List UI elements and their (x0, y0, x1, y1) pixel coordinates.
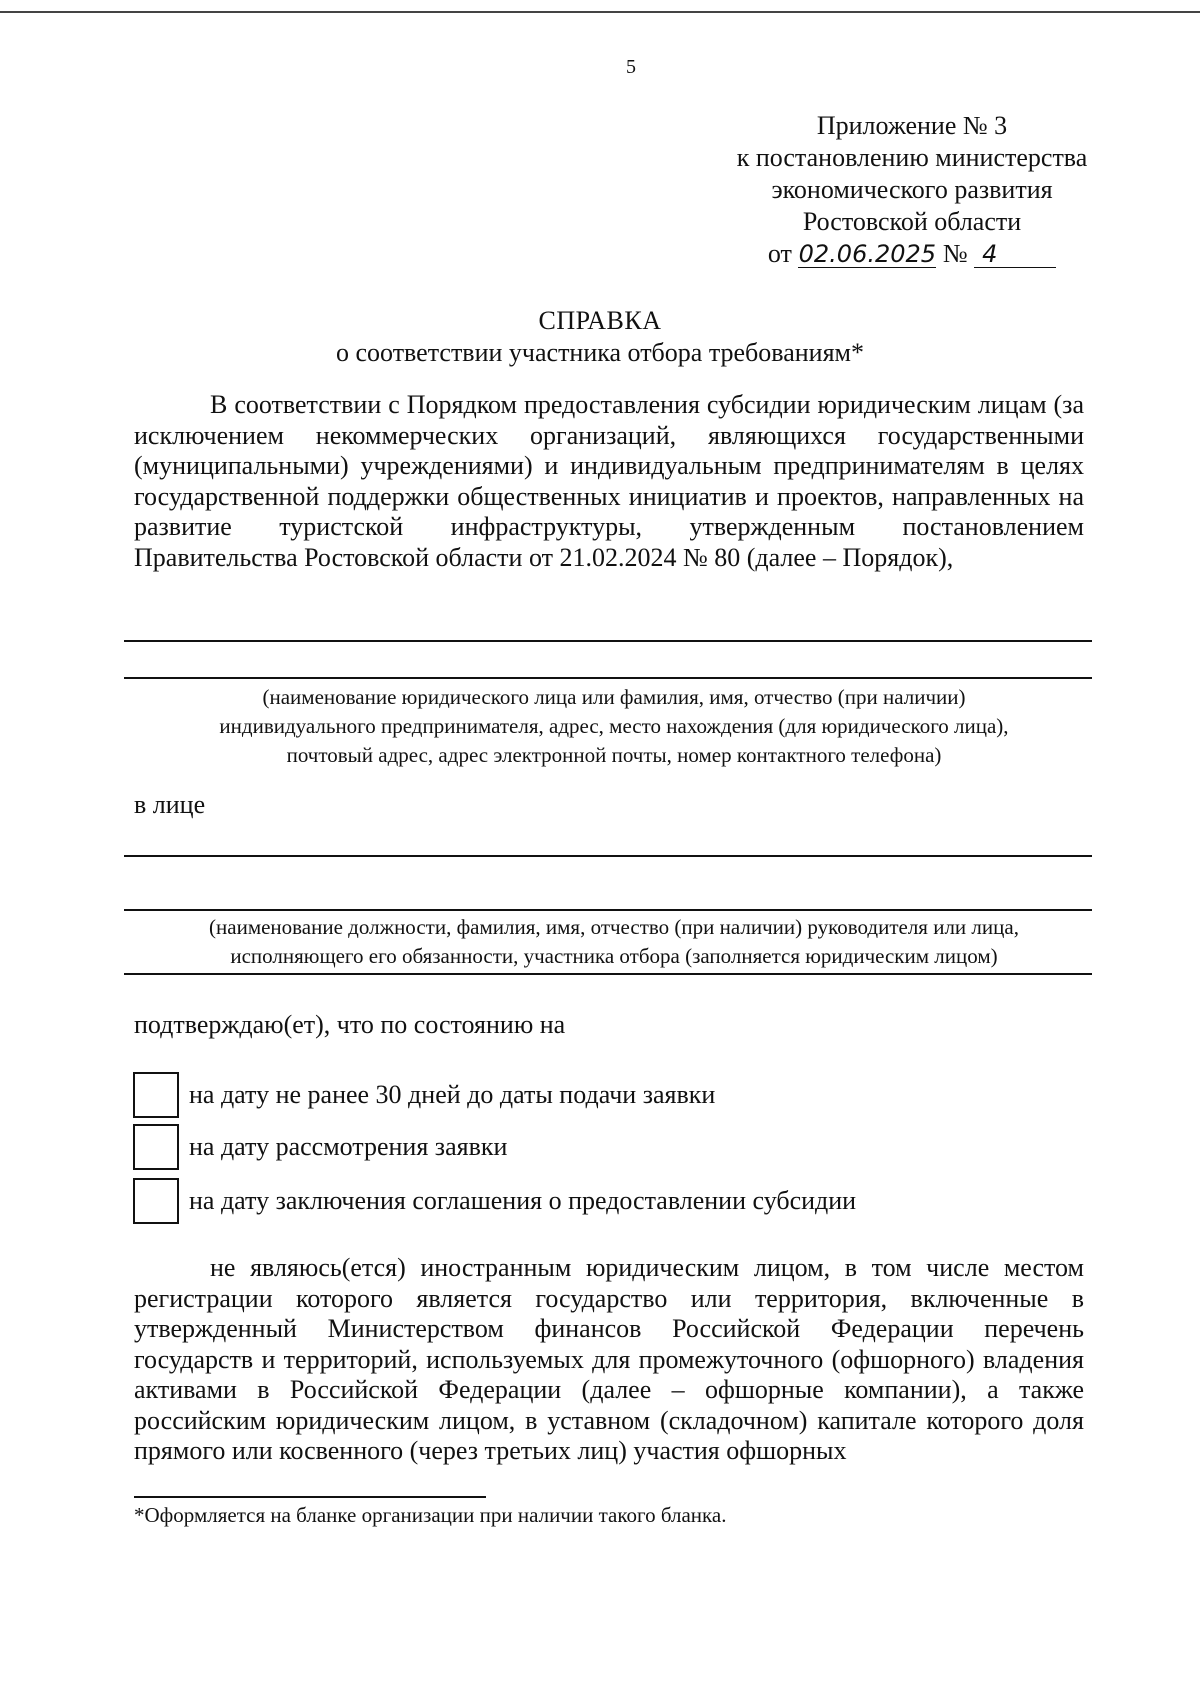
document-subtitle: о соответствии участника отбора требованиям* (336, 338, 864, 367)
fill-line-representative-1 (124, 855, 1092, 857)
option-label: на дату заключения соглашения о предоставлении субсидии (189, 1186, 857, 1215)
option-label: на дату рассмотрения заявки (189, 1132, 508, 1161)
confirm-text: подтверждаю(ет), что по состоянию на (134, 1010, 566, 1039)
date-prefix: от (767, 239, 792, 268)
annex-line-4: Ростовской области (802, 207, 1022, 236)
applicant-caption-line-1: (наименование юридического лица или фамилия, имя, отчество (при наличии) (262, 685, 966, 709)
option-row[interactable] (133, 1072, 715, 1118)
number-prefix: № (942, 239, 968, 268)
document-title: СПРАВКА (538, 306, 662, 335)
footnote-separator (134, 1496, 486, 1498)
footnote: *Оформляется на бланке организации при наличии такого бланка. (134, 1503, 727, 1527)
annex-line-3: экономического развития (771, 175, 1053, 204)
annex-header (722, 110, 1102, 270)
in-person-label: в лице (134, 790, 206, 819)
checkbox[interactable] (133, 1124, 179, 1170)
fill-line-applicant-2 (124, 677, 1092, 679)
annex-date-line (722, 238, 1102, 270)
intro-paragraph: В соответствии с Порядком предоставления субсидии юридическим лицам (за исключением некоммерческих организаций, являющихся государственными (муниципальными) учреждениями) и индивидуальным предпринимателям в целях государственной поддержки общественных инициатив и проектов, направленных на развитие туристской инфраструктуры, утвержденным постановлением Правительства Ростовской области от 21.02.2024 № 80 (далее – Порядок), (134, 390, 1084, 572)
representative-caption-underline (124, 973, 1092, 975)
applicant-caption-line-2: индивидуального предпринимателя, адрес, место нахождения (для юридического лица), (219, 714, 1009, 738)
body-paragraph: не являюсь(ется) иностранным юридическим лицом, в том числе местом регистрации которого является государство или территория, включенные в утвержденный Министерством финансов Российской Федерации перечень государств и территорий, используемых для промежуточного (офшорного) владения активами в Российской Федерации (далее – офшорные компании), а также российским юридическим лицом, в уставном (складочном) капитале которого доля прямого или косвенного (через третьих лиц) участия офшорных (134, 1253, 1084, 1465)
checkbox[interactable] (133, 1072, 179, 1118)
fill-line-applicant-1 (124, 640, 1092, 642)
option-row[interactable] (133, 1178, 856, 1224)
applicant-caption-line-3: почтовый адрес, адрес электронной почты, номер контактного телефона) (286, 743, 942, 767)
representative-caption-line-1: (наименование должности, фамилия, имя, отчество (при наличии) руководителя или лица, (209, 915, 1019, 939)
representative-caption (124, 913, 1104, 971)
handwritten-number: 4 (974, 241, 1056, 268)
option-label: на дату не ранее 30 дней до даты подачи заявки (189, 1080, 716, 1109)
page-top-edge (0, 11, 1200, 13)
annex-line-1: Приложение № 3 (816, 111, 1008, 140)
checkbox[interactable] (133, 1178, 179, 1224)
fill-line-representative-2 (124, 909, 1092, 911)
representative-caption-line-2: исполняющего его обязанности, участника отбора (заполняется юридическим лицом) (230, 944, 998, 968)
page-number: 5 (626, 56, 636, 78)
handwritten-date: 02.06.2025 (798, 240, 937, 268)
annex-line-2: к постановлению министерства (736, 143, 1088, 172)
applicant-caption (124, 683, 1104, 770)
option-row[interactable] (133, 1124, 507, 1170)
